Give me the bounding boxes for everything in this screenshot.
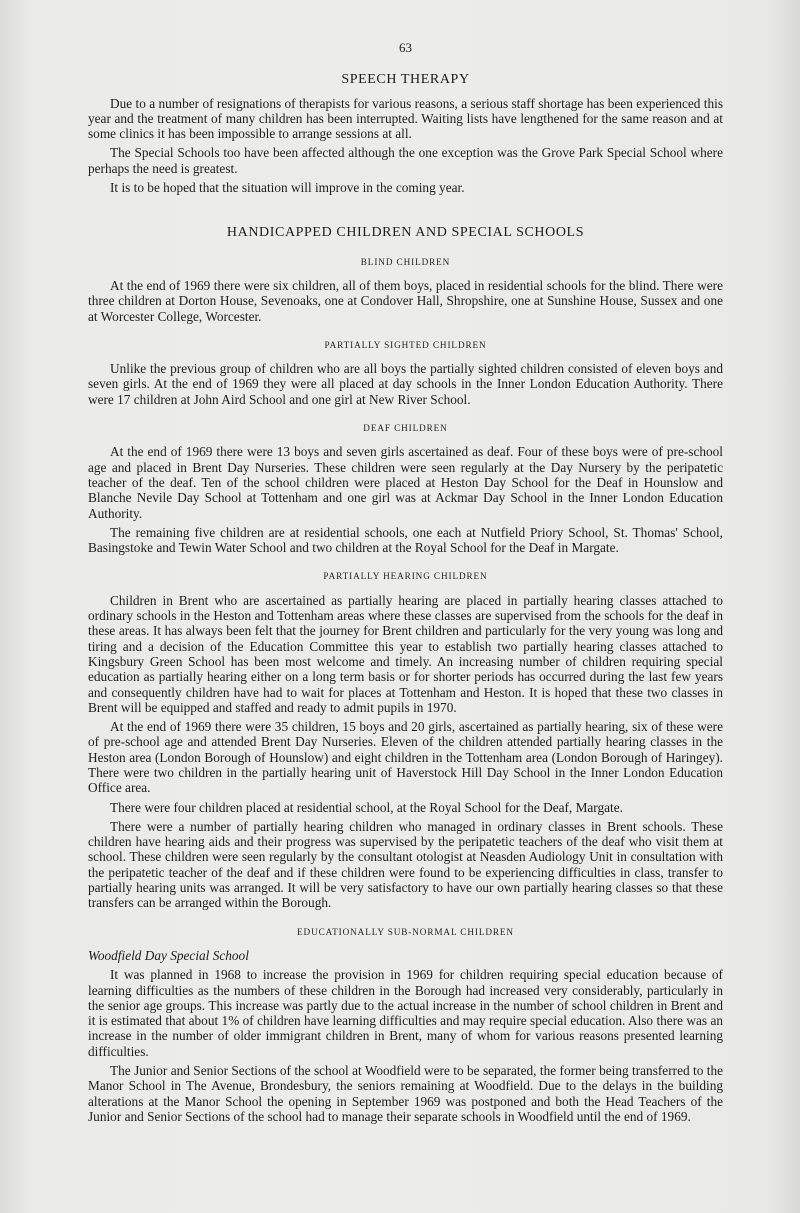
subsection-heading-deaf: DEAF CHILDREN [363, 423, 448, 434]
section-title-speech-therapy: SPEECH THERAPY [341, 72, 470, 88]
esn-paragraph-1: It was planned in 1968 to increase the provision in 1969 for children requiring special education because of learning difficulties as the numbers of these children in the Borough had increased very considerably, particularly in the senior age groups. This increase was partly due to the actual increase in the number of school children in Brent and it is estimated that about 1% of children have learning difficulties and may require special education. Also there was an increase in the number of older immigrant children in Brent, many of whom for various reasons presented learning difficulties. [88, 967, 723, 1059]
subheading-woodfield-school: Woodfield Day Special School [88, 947, 249, 963]
page-number: 63 [399, 40, 412, 55]
subsection-heading-blind: BLIND CHILDREN [360, 256, 451, 267]
partially-hearing-paragraph-4: There were a number of partially hearing children who managed in ordinary classes in Brent schools. These children have hearing aids and their progress was supervised by the peripatetic teachers of the deaf who visit them at school. These children were seen regularly by the consultant otologist at Neasden Audiology Unit in consultation with the peripatetic teacher of the deaf and if these children were found to be experiencing difficulties in class, transfer to partially hearing units was arranged. It will be very satisfactory to have our own partially hearing classes so that these transfers can be arranged within the Borough. [88, 818, 723, 911]
deaf-paragraph-2: The remaining five children are at residential schools, one each at Nutfield Priory School, St. Thomas' School, Basingstoke and Tewin Water School and two children at the Royal School for the Deaf in Margate. [88, 524, 723, 556]
esn-paragraph-2: The Junior and Senior Sections of the school at Woodfield were to be separated, the former being transferred to the Manor School in The Avenue, Brondesbury, the seniors remaining at Woodfield. Due to the delays in the building alterations at the Manor School the opening in September 1969 was postponed and both the Head Teachers of the Junior and Senior Sections of the school had to manage their separate schools in Woodfield until the end of 1969. [88, 1063, 723, 1124]
subsection-heading-partially-sighted: PARTIALLY SIGHTED CHILDREN [324, 339, 487, 350]
partially-sighted-paragraph-1: Unlike the previous group of children who are all boys the partially sighted children consisted of eleven boys and seven girls. At the end of 1969 they were all placed at day schools in the Inner London Education Authority. There were 17 children at John Aird School and one girl at New River School. [88, 361, 723, 407]
subsection-heading-esn: EDUCATIONALLY SUB-NORMAL CHILDREN [297, 926, 514, 937]
deaf-paragraph-1: At the end of 1969 there were 13 boys and seven girls ascertained as deaf. Four of these boys were of pre-school age and placed in Brent Day Nurseries. These children were seen regularly at the Day Nursery by the peripatetic teacher of the deaf. Ten of the school children were placed at Heston Day School for the Deaf in Hounslow and Blanche Nevile Day School at Tottenham and one girl was at Ackmar Day School in the Inner London Education Authority. [88, 444, 723, 521]
blind-paragraph-1: At the end of 1969 there were six children, all of them boys, placed in residential schools for the blind. There were three children at Dorton House, Sevenoaks, one at Condover Hall, Shropshire, one at Sunshine House, Sussex and one at Worcester College, Worcester. [88, 277, 723, 324]
page-content [88, 40, 723, 1128]
speech-paragraph-2: The Special Schools too have been affected although the one exception was the Grove Park Special School where perhaps the need is greatest. [88, 145, 723, 176]
partially-hearing-paragraph-1: Children in Brent who are ascertained as partially hearing are placed in partially hearing classes attached to ordinary schools in the Heston and Tottenham areas where these classes are supervised from the schools for the deaf in these areas. It has always been felt that the journey for Brent children and particularly for the very young was long and tiring and a decision of the Education Committee this year to establish two partially hearing classes attached to Kingsbury Green School has been most welcome and timely. An increasing number of children requiring special education as partially hearing either on a long term basis or for shorter periods has occurred during the last few years and consequently children have had to wait for places at Tottenham and Heston. It is hoped that these two classes in Brent will be equipped and staffed and ready to admit pupils in 1970. [88, 592, 723, 715]
speech-paragraph-3: It is to be hoped that the situation will improve in the coming year. [110, 180, 465, 196]
section-title-handicapped-children: HANDICAPPED CHILDREN AND SPECIAL SCHOOLS [226, 225, 585, 241]
partially-hearing-paragraph-2: At the end of 1969 there were 35 children, 15 boys and 20 girls, ascertained as partially hearing, six of these were of pre-school age and attended Brent Day Nurseries. Eleven of the children attended partially hearing classes in the Heston area (London Borough of Hounslow) and eight children in the Tottenham area (London Borough of Haringey). There were two children in the partially hearing unit of Haverstock Hill Day School in the Inner London Education Office area. [88, 719, 723, 796]
speech-paragraph-1: Due to a number of resignations of therapists for various reasons, a serious staff shortage has been experienced this year and the treatment of many children has been interrupted. Waiting lists have lengthened for the same reason and at some clinics it has been impossible to arrange sessions at all. [88, 95, 723, 142]
subsection-heading-partially-hearing: PARTIALLY HEARING CHILDREN [323, 571, 488, 582]
partially-hearing-paragraph-3: There were four children placed at residential school, at the Royal School for the Deaf, Margate. [110, 799, 623, 815]
